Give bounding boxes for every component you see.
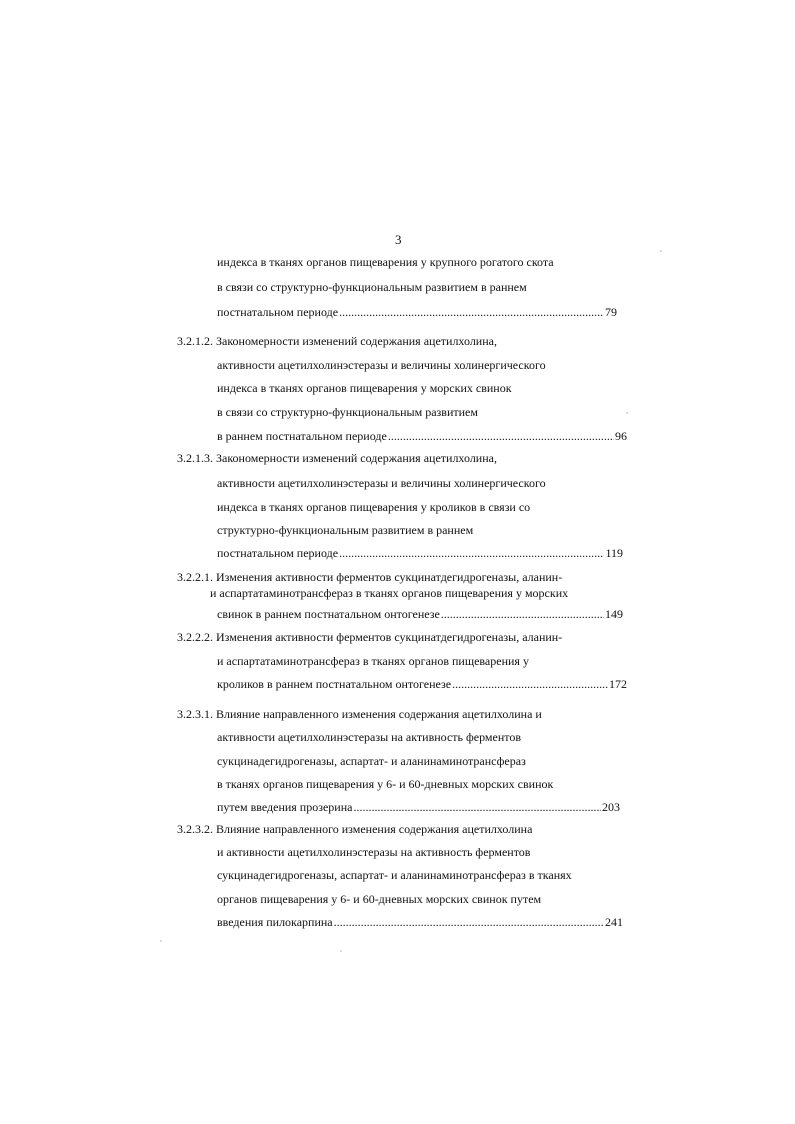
dot-leader: [388, 429, 614, 443]
toc-line-with-page[interactable]: [217, 607, 623, 621]
toc-line: активности ацетилхолинэстеразы на активность ферментов: [217, 730, 522, 744]
toc-line: активности ацетилхолинэстеразы и величины холинергического: [217, 358, 546, 372]
toc-entry-text: введения пилокарпина: [217, 915, 333, 929]
toc-line-with-page[interactable]: [217, 429, 627, 443]
toc-line: сукцинадегидрогеназы, аспартат- и аланинаминотрансфераз: [217, 754, 526, 768]
toc-line: индекса в тканях органов пищеварения у морских свинок: [217, 381, 512, 395]
toc-entry-text: постнатальном периоде: [217, 546, 339, 560]
toc-entry-heading[interactable]: 3.2.2.1. Изменения активности ферментов сукцинатдегидрогеназы, аланин-: [177, 570, 563, 584]
toc-page-number: 96: [615, 429, 627, 443]
toc-entry-text: в раннем постнатальном периоде: [217, 429, 387, 443]
dot-leader: [441, 607, 604, 621]
scan-speck: [660, 250, 662, 252]
toc-page-number: 241: [605, 915, 623, 929]
scan-speck: [626, 412, 628, 414]
toc-line: в связи со структурно-функциональным развитием в раннем: [217, 280, 527, 294]
toc-page-number: 172: [609, 677, 627, 691]
toc-line-with-page[interactable]: [217, 546, 623, 560]
toc-line-with-page[interactable]: [217, 915, 623, 929]
toc-line-with-page[interactable]: [217, 677, 627, 691]
toc-line: органов пищеварения у 6- и 60-дневных морских свинок путем: [217, 892, 542, 906]
toc-page-number: 79: [605, 305, 617, 319]
toc-line: индекса в тканях органов пищеварения у кроликов в связи со: [217, 500, 531, 514]
toc-line: и аспартатаминотрансфераз в тканях органов пищеварения у: [217, 654, 529, 668]
toc-line: сукцинадегидрогеназы, аспартат- и аланинаминотрансфераз в тканях: [217, 868, 572, 882]
toc-page-number: 149: [605, 607, 623, 621]
toc-line: структурно-функциональным развитием в раннем: [217, 523, 474, 537]
scan-speck: [340, 950, 342, 952]
toc-line: и аспартатаминотрансфераз в тканях органов пищеварения у морских: [210, 586, 569, 600]
dot-leader: [452, 677, 608, 691]
dot-leader: [353, 800, 601, 814]
toc-entry-heading[interactable]: 3.2.3.1. Влияние направленного изменения содержания ацетилхолина и: [177, 707, 542, 721]
toc-entry-heading[interactable]: 3.2.1.2. Закономерности изменений содержания ацетилхолина,: [177, 334, 497, 348]
toc-line: активности ацетилхолинэстеразы и величины холинергического: [217, 476, 546, 490]
page-number: 3: [395, 232, 402, 247]
scan-speck: [160, 940, 162, 942]
toc-line: в связи со структурно-функциональным развитием: [217, 405, 478, 419]
toc-entry-text: постнатальном периоде: [217, 305, 339, 319]
toc-line-with-page[interactable]: [217, 800, 620, 814]
toc-entry-text: свинок в раннем постнатальном онтогенезе: [217, 607, 440, 621]
toc-line: индекса в тканях органов пищеварения у крупного рогатого скота: [217, 255, 554, 269]
toc-line: в тканях органов пищеварения у 6- и 60-дневных морских свинок: [217, 777, 554, 791]
toc-entry-text: путем введения прозерина: [217, 800, 353, 814]
toc-entry-heading[interactable]: 3.2.3.2. Влияние направленного изменения содержания ацетилхолина: [177, 822, 533, 836]
toc-page-number: 203: [602, 800, 620, 814]
toc-page-number: 119: [605, 546, 623, 560]
toc-line: и активности ацетилхолинэстеразы на активность ферментов: [217, 845, 531, 859]
toc-entry-text: кроликов в раннем постнатальном онтогенезе: [217, 677, 452, 691]
dot-leader: [339, 546, 604, 560]
dot-leader: [339, 305, 604, 319]
dot-leader: [334, 915, 604, 929]
toc-line-with-page[interactable]: [217, 305, 617, 319]
toc-entry-heading[interactable]: 3.2.1.3. Закономерности изменений содержания ацетилхолина,: [177, 451, 497, 465]
toc-entry-heading[interactable]: 3.2.2.2. Изменения активности ферментов сукцинатдегидрогеназы, аланин-: [177, 630, 563, 644]
